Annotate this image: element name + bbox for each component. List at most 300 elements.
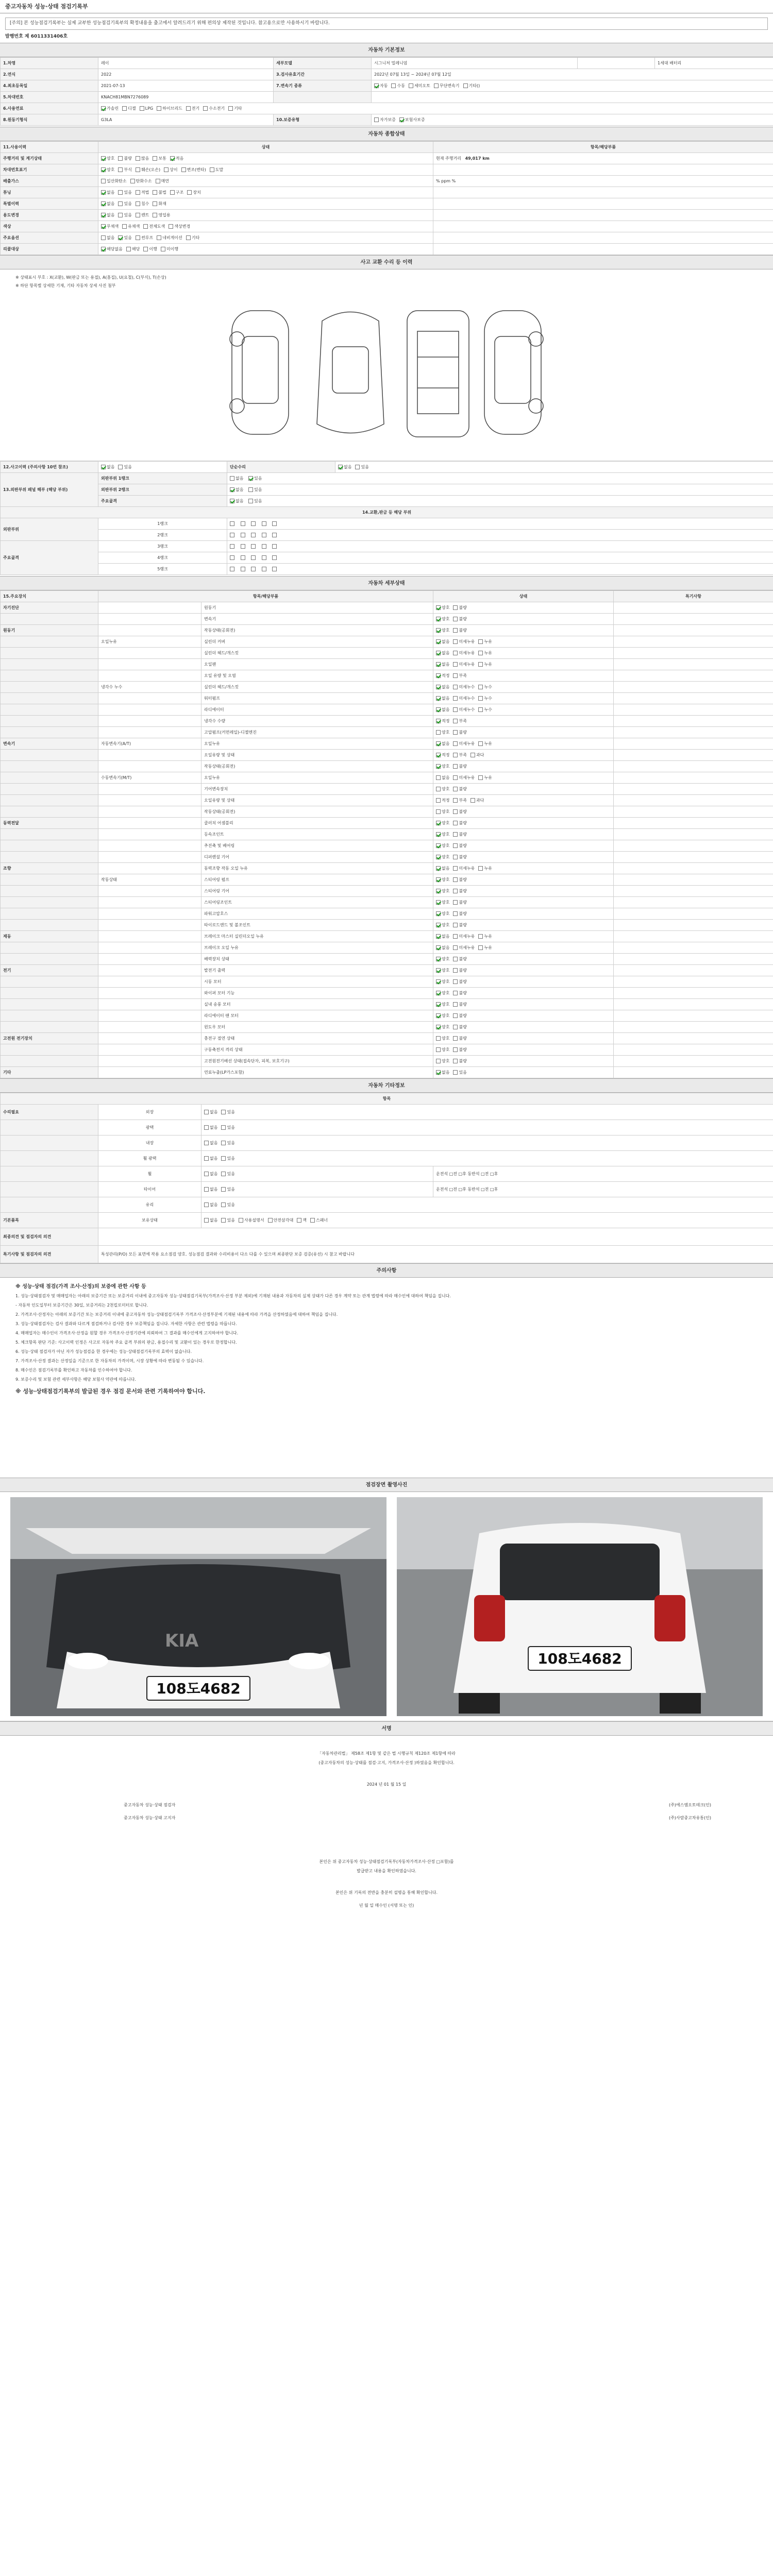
- detail-group: 전기: [1, 965, 98, 976]
- checkbox[interactable]: [204, 1156, 209, 1161]
- checkbox[interactable]: [436, 730, 441, 735]
- checkbox[interactable]: [436, 787, 441, 791]
- general-row-label: 특별이력: [1, 198, 98, 210]
- checkbox[interactable]: [436, 719, 441, 723]
- checkbox[interactable]: [136, 190, 140, 195]
- checkbox[interactable]: [453, 696, 458, 701]
- checkbox[interactable]: [453, 934, 458, 939]
- rank-parts: [227, 530, 773, 541]
- checkbox-label: 없음: [442, 1070, 450, 1075]
- detail-row: [1, 784, 773, 795]
- checkbox[interactable]: [157, 106, 161, 111]
- checkbox[interactable]: [187, 190, 192, 195]
- checkbox[interactable]: [436, 979, 441, 984]
- checkbox[interactable]: [338, 465, 343, 469]
- general-row-note: [433, 164, 773, 176]
- general-row: [1, 244, 773, 255]
- checkbox[interactable]: [453, 707, 458, 712]
- emission-units: % ppm %: [433, 176, 773, 187]
- other-col: 항목: [1, 1093, 773, 1105]
- checkbox[interactable]: [436, 775, 441, 780]
- basic-value-3: 1세대 배터리: [655, 58, 773, 69]
- checkbox[interactable]: [161, 247, 165, 251]
- checkbox[interactable]: [478, 707, 483, 712]
- checkbox[interactable]: [453, 775, 458, 780]
- checkbox-label: 없음: [442, 741, 450, 746]
- checkbox[interactable]: [453, 651, 458, 655]
- checkbox-label: 없음: [442, 934, 450, 939]
- checkbox[interactable]: [204, 1110, 209, 1114]
- checkbox[interactable]: [436, 605, 441, 610]
- checkbox[interactable]: [436, 866, 441, 871]
- checkbox-label: 양호: [442, 832, 450, 837]
- checkbox-label: 미이행: [166, 246, 179, 251]
- checkbox[interactable]: [453, 662, 458, 667]
- checkbox-label: 양호: [442, 1047, 450, 1052]
- checkbox[interactable]: [221, 1125, 226, 1130]
- checkbox[interactable]: [436, 809, 441, 814]
- checkbox[interactable]: [436, 764, 441, 769]
- checkbox[interactable]: [101, 156, 106, 161]
- detail-remark: [614, 636, 773, 648]
- checkbox[interactable]: [118, 156, 123, 161]
- checkbox[interactable]: [436, 911, 441, 916]
- detail-subgroup: [98, 602, 201, 614]
- checkbox[interactable]: [221, 1187, 226, 1192]
- checkbox[interactable]: [204, 1202, 209, 1207]
- checkbox[interactable]: [453, 628, 458, 633]
- basic-label-2: 세부모델: [274, 58, 372, 69]
- detail-remark: [614, 840, 773, 852]
- checkbox[interactable]: [478, 696, 483, 701]
- checkbox[interactable]: [453, 639, 458, 644]
- checkbox[interactable]: [297, 1218, 301, 1223]
- checkbox[interactable]: [436, 651, 441, 655]
- buyer-sign-line: 년 월 일 매수인 (서명 또는 인): [359, 1903, 414, 1908]
- checkbox[interactable]: [228, 106, 233, 111]
- checkbox-label: 없음: [442, 775, 450, 780]
- checkbox[interactable]: [436, 821, 441, 825]
- checkbox-label: 불량: [459, 1036, 467, 1041]
- checkbox[interactable]: [453, 866, 458, 871]
- checkbox[interactable]: [436, 900, 441, 905]
- detail-item: 발전기 출력: [201, 965, 433, 976]
- checkbox[interactable]: [391, 83, 396, 88]
- checkbox-label: 불량: [459, 968, 467, 973]
- checkbox[interactable]: [136, 167, 140, 172]
- checkbox[interactable]: [436, 1025, 441, 1029]
- checkbox[interactable]: [101, 179, 106, 183]
- detail-remark: [614, 659, 773, 670]
- checkbox[interactable]: [453, 821, 458, 825]
- detail-options: [433, 829, 614, 840]
- detail-group: [1, 806, 98, 818]
- note-item: 4. 매매업자는 매수인이 가격조사·산정을 원할 경우 가격조사·산정기관에 의뢰하여 그 결과를 매수인에게 고지하여야 합니다.: [15, 1331, 239, 1336]
- detail-item: 배력장치 상태: [201, 954, 433, 965]
- checkbox[interactable]: [118, 167, 123, 172]
- checkbox[interactable]: [436, 639, 441, 644]
- checkbox-label: 없음: [442, 707, 450, 712]
- checkbox[interactable]: [453, 617, 458, 621]
- checkbox[interactable]: [436, 1002, 441, 1007]
- rear-photo: [397, 1497, 763, 1716]
- checkbox-label: 있음: [361, 464, 369, 469]
- checkbox[interactable]: [355, 465, 360, 469]
- svg-text:KIA: KIA: [165, 1631, 199, 1652]
- checkbox[interactable]: [374, 117, 379, 122]
- checkbox[interactable]: [186, 235, 191, 240]
- checkbox[interactable]: [453, 911, 458, 916]
- detail-subgroup: [98, 920, 201, 931]
- detail-options: [433, 908, 614, 920]
- checkbox[interactable]: [409, 83, 413, 88]
- checkbox[interactable]: [153, 213, 157, 217]
- checkbox[interactable]: [453, 798, 458, 803]
- checkbox[interactable]: [153, 156, 157, 161]
- checkbox[interactable]: [453, 877, 458, 882]
- checkbox[interactable]: [436, 957, 441, 961]
- checkbox[interactable]: [101, 465, 106, 469]
- checkbox[interactable]: [453, 719, 458, 723]
- checkbox[interactable]: [436, 753, 441, 757]
- checkbox[interactable]: [136, 213, 140, 217]
- checkbox[interactable]: [118, 190, 123, 195]
- checkbox[interactable]: [436, 1047, 441, 1052]
- repair-label: 단순수리: [227, 462, 335, 473]
- checkbox-label: 누유: [484, 775, 492, 780]
- detail-subgroup: [98, 976, 201, 988]
- checkbox[interactable]: [169, 224, 173, 229]
- checkbox[interactable]: [101, 224, 106, 229]
- checkbox[interactable]: [478, 685, 483, 689]
- checkbox[interactable]: [436, 934, 441, 939]
- checkbox-label: 불량: [459, 1047, 467, 1052]
- detail-options: [433, 954, 614, 965]
- checkbox[interactable]: [181, 167, 186, 172]
- checkbox[interactable]: [204, 1141, 209, 1145]
- checkbox[interactable]: [478, 934, 483, 939]
- checkbox[interactable]: [399, 117, 404, 122]
- checkbox[interactable]: [436, 798, 441, 803]
- other-group: 수리필요: [1, 1105, 98, 1120]
- checkbox-label: 불량: [459, 990, 467, 995]
- detail-subgroup: [98, 931, 201, 942]
- general-row-label: 차대번호표기: [1, 164, 98, 176]
- detail-item: 와이퍼 모터 기능: [201, 988, 433, 999]
- other-options: [201, 1120, 773, 1136]
- checkbox[interactable]: [478, 651, 483, 655]
- checkbox[interactable]: [101, 247, 106, 251]
- other-group: [1, 1151, 98, 1166]
- checkbox-label: LPG: [145, 106, 154, 111]
- front-engine-photo: [10, 1497, 386, 1716]
- checkbox[interactable]: [374, 83, 379, 88]
- detail-item: 타이로드엔드 및 볼조인트: [201, 920, 433, 931]
- checkbox[interactable]: [470, 753, 475, 757]
- checkbox[interactable]: [186, 106, 191, 111]
- checkbox-label: 자동: [380, 83, 388, 88]
- checkbox[interactable]: [453, 1047, 458, 1052]
- checkbox[interactable]: [434, 83, 439, 88]
- general-head: [1, 142, 773, 153]
- detail-item: 고전원전기배선 상태(접속단자, 피복, 보호기구): [201, 1056, 433, 1067]
- checkbox[interactable]: [453, 809, 458, 814]
- checkbox[interactable]: [453, 753, 458, 757]
- general-row-note: [433, 187, 773, 198]
- checkbox[interactable]: [453, 923, 458, 927]
- buyer-confirm: 본인은 위 기록의 전반을 충분히 설명을 통해 확인합니다.: [335, 1890, 438, 1895]
- detail-subgroup: [98, 988, 201, 999]
- checkbox[interactable]: [478, 662, 483, 667]
- checkbox[interactable]: [478, 945, 483, 950]
- checkbox[interactable]: [453, 605, 458, 610]
- checkbox-label: 누수: [484, 707, 492, 712]
- checkbox[interactable]: [436, 923, 441, 927]
- checkbox[interactable]: [436, 617, 441, 621]
- checkbox[interactable]: [204, 1187, 209, 1192]
- checkbox[interactable]: [453, 741, 458, 746]
- checkbox[interactable]: [436, 696, 441, 701]
- checkbox[interactable]: [118, 465, 123, 469]
- checkbox[interactable]: [203, 106, 208, 111]
- checkbox[interactable]: [310, 1218, 315, 1223]
- checkbox[interactable]: [157, 235, 161, 240]
- checkbox[interactable]: [436, 877, 441, 882]
- checkbox[interactable]: [221, 1218, 226, 1223]
- detail-group: 자기진단: [1, 602, 98, 614]
- checkbox[interactable]: [453, 673, 458, 678]
- checkbox[interactable]: [210, 167, 214, 172]
- checkbox[interactable]: [436, 1013, 441, 1018]
- checkbox[interactable]: [126, 247, 131, 251]
- detail-row: [1, 897, 773, 908]
- inspector-name: (주)에스엠오토테크(인): [668, 1803, 711, 1808]
- checkbox[interactable]: [101, 201, 106, 206]
- checkbox[interactable]: [436, 945, 441, 950]
- repair-options: [335, 462, 773, 473]
- checkbox[interactable]: [478, 741, 483, 746]
- checkbox[interactable]: [268, 1218, 273, 1223]
- checkbox[interactable]: [436, 685, 441, 689]
- detail-remark: [614, 750, 773, 761]
- detail-subgroup: [98, 727, 201, 738]
- checkbox[interactable]: [436, 741, 441, 746]
- detail-row: [1, 840, 773, 852]
- checkbox[interactable]: [101, 167, 106, 172]
- checkbox[interactable]: [143, 224, 148, 229]
- checkbox-label: 유채색: [128, 224, 140, 229]
- checkbox[interactable]: [164, 167, 169, 172]
- checkbox[interactable]: [453, 855, 458, 859]
- detail-subgroup: 자동변속기(A/T): [98, 738, 201, 750]
- detail-item: 워터펌프: [201, 693, 433, 704]
- other-options: [201, 1105, 773, 1120]
- detail-row: [1, 1022, 773, 1033]
- checkbox[interactable]: [153, 201, 157, 206]
- checkbox[interactable]: [453, 1059, 458, 1063]
- detail-remark: [614, 931, 773, 942]
- other-group: [1, 1197, 98, 1213]
- checkbox[interactable]: [436, 968, 441, 973]
- checkbox[interactable]: [453, 832, 458, 837]
- checkbox[interactable]: [453, 979, 458, 984]
- checkbox-label: 부족: [459, 673, 467, 678]
- checkbox[interactable]: [101, 235, 106, 240]
- checkbox[interactable]: [436, 673, 441, 678]
- checkbox[interactable]: [204, 1125, 209, 1130]
- checkbox[interactable]: [436, 889, 441, 893]
- checkbox-label: 누유: [484, 741, 492, 746]
- detail-options: [433, 772, 614, 784]
- detail-row: [1, 738, 773, 750]
- checkbox-label: 양호: [442, 843, 450, 848]
- outer-part-label: 외판부위: [1, 518, 98, 541]
- detail-options: [433, 1010, 614, 1022]
- detail-group: [1, 1010, 98, 1022]
- checkbox[interactable]: [136, 235, 140, 240]
- checkbox-label: 양호: [442, 990, 450, 995]
- detail-remark: [614, 1056, 773, 1067]
- checkbox[interactable]: [453, 730, 458, 735]
- detail-options: [433, 784, 614, 795]
- checkbox[interactable]: [101, 190, 106, 195]
- other-row: [1, 1182, 773, 1197]
- checkbox[interactable]: [436, 707, 441, 712]
- wheel-position: 운전석 □전 □후 동반석 □전 □후: [433, 1166, 773, 1182]
- other-head: [1, 1093, 773, 1105]
- checkbox[interactable]: [453, 900, 458, 905]
- checkbox[interactable]: [453, 1025, 458, 1029]
- checkbox[interactable]: [436, 1070, 441, 1075]
- checkbox[interactable]: [122, 106, 127, 111]
- checkbox[interactable]: [453, 1070, 458, 1075]
- checkbox[interactable]: [453, 991, 458, 995]
- opinion-row: [1, 1228, 773, 1246]
- checkbox[interactable]: [156, 179, 160, 183]
- checkbox[interactable]: [453, 1036, 458, 1041]
- checkbox[interactable]: [221, 1141, 226, 1145]
- detail-options: [433, 602, 614, 614]
- checkbox[interactable]: [453, 1002, 458, 1007]
- checkbox[interactable]: [470, 798, 475, 803]
- checkbox[interactable]: [118, 201, 123, 206]
- checkbox[interactable]: [170, 190, 175, 195]
- checkbox[interactable]: [436, 843, 441, 848]
- checkbox-label: 불량: [459, 854, 467, 859]
- checkbox[interactable]: [436, 832, 441, 837]
- checkbox[interactable]: [221, 1172, 226, 1176]
- general-row-options: [98, 187, 433, 198]
- col-part: 항목/해당부품: [98, 591, 433, 602]
- checkbox[interactable]: [221, 1156, 226, 1161]
- checkbox[interactable]: [136, 156, 140, 161]
- checkbox-label: 있음: [124, 212, 132, 217]
- detail-options: [433, 636, 614, 648]
- checkbox-label: 변조(변타): [187, 167, 206, 172]
- other-row: [1, 1197, 773, 1213]
- checkbox-label: 양호: [442, 888, 450, 893]
- checkbox[interactable]: [436, 662, 441, 667]
- checkbox[interactable]: [130, 179, 135, 183]
- general-section: 자동차 종합상태: [0, 127, 773, 141]
- detail-remark: [614, 670, 773, 682]
- checkbox-label: 많음: [141, 156, 149, 161]
- checkbox-label: 안전삼각대: [273, 1217, 294, 1223]
- checkbox[interactable]: [463, 83, 468, 88]
- checkbox[interactable]: [140, 106, 144, 111]
- checkbox[interactable]: [204, 1172, 209, 1176]
- checkbox[interactable]: [136, 201, 140, 206]
- checkbox-label: 색상변경: [174, 224, 191, 229]
- mileage-label: 현재 주행거리: [436, 156, 461, 161]
- checkbox[interactable]: [170, 156, 175, 161]
- detail-group: [1, 670, 98, 682]
- detail-options: [433, 750, 614, 761]
- checkbox-label: 양호: [442, 1058, 450, 1063]
- checkbox[interactable]: [453, 968, 458, 973]
- checkbox[interactable]: [436, 628, 441, 633]
- basic-label: 5.차대번호: [1, 92, 98, 103]
- checkbox[interactable]: [221, 1110, 226, 1114]
- checkbox[interactable]: [453, 889, 458, 893]
- checkbox-label: 있음: [124, 190, 132, 195]
- checkbox[interactable]: [221, 1202, 226, 1207]
- checkbox-label: 양호: [442, 900, 450, 905]
- checkbox[interactable]: [204, 1218, 209, 1223]
- checkbox[interactable]: [239, 1218, 243, 1223]
- checkbox[interactable]: [153, 190, 157, 195]
- checkbox[interactable]: [118, 235, 123, 240]
- checkbox[interactable]: [101, 213, 106, 217]
- checkbox-label: 불법: [158, 190, 166, 195]
- checkbox[interactable]: [118, 213, 123, 217]
- detail-subgroup: 냉각수 누수: [98, 682, 201, 693]
- checkbox[interactable]: [436, 855, 441, 859]
- detail-subgroup: [98, 614, 201, 625]
- checkbox[interactable]: [453, 764, 458, 769]
- checkbox[interactable]: [453, 685, 458, 689]
- rank-label: 5랭크: [98, 564, 227, 575]
- checkbox[interactable]: [122, 224, 127, 229]
- checkbox[interactable]: [453, 945, 458, 950]
- checkbox[interactable]: [436, 991, 441, 995]
- detail-group: [1, 727, 98, 738]
- front-plate-text: 108도4682: [156, 1680, 241, 1698]
- checkbox[interactable]: [453, 957, 458, 961]
- detail-row: [1, 886, 773, 897]
- detail-subgroup: [98, 886, 201, 897]
- checkbox[interactable]: [478, 639, 483, 644]
- checkbox[interactable]: [101, 106, 106, 111]
- checkbox[interactable]: [478, 775, 483, 780]
- page-title: 중고자동차 성능·상태 점검기록부: [0, 0, 773, 13]
- checkbox[interactable]: [143, 247, 148, 251]
- checkbox-label: 양호: [107, 156, 115, 161]
- checkbox-label: 없음: [442, 684, 450, 689]
- checkbox[interactable]: [453, 1013, 458, 1018]
- checkbox-label: 스패너: [315, 1217, 328, 1223]
- checkbox-label: 무채색: [107, 224, 119, 229]
- checkbox[interactable]: [453, 787, 458, 791]
- detail-subgroup: [98, 829, 201, 840]
- checkbox[interactable]: [436, 1059, 441, 1063]
- detail-group: [1, 852, 98, 863]
- detail-group: [1, 988, 98, 999]
- checkbox[interactable]: [436, 1036, 441, 1041]
- checkbox[interactable]: [478, 866, 483, 871]
- checkbox[interactable]: [453, 843, 458, 848]
- checkbox-label: 양호: [442, 764, 450, 769]
